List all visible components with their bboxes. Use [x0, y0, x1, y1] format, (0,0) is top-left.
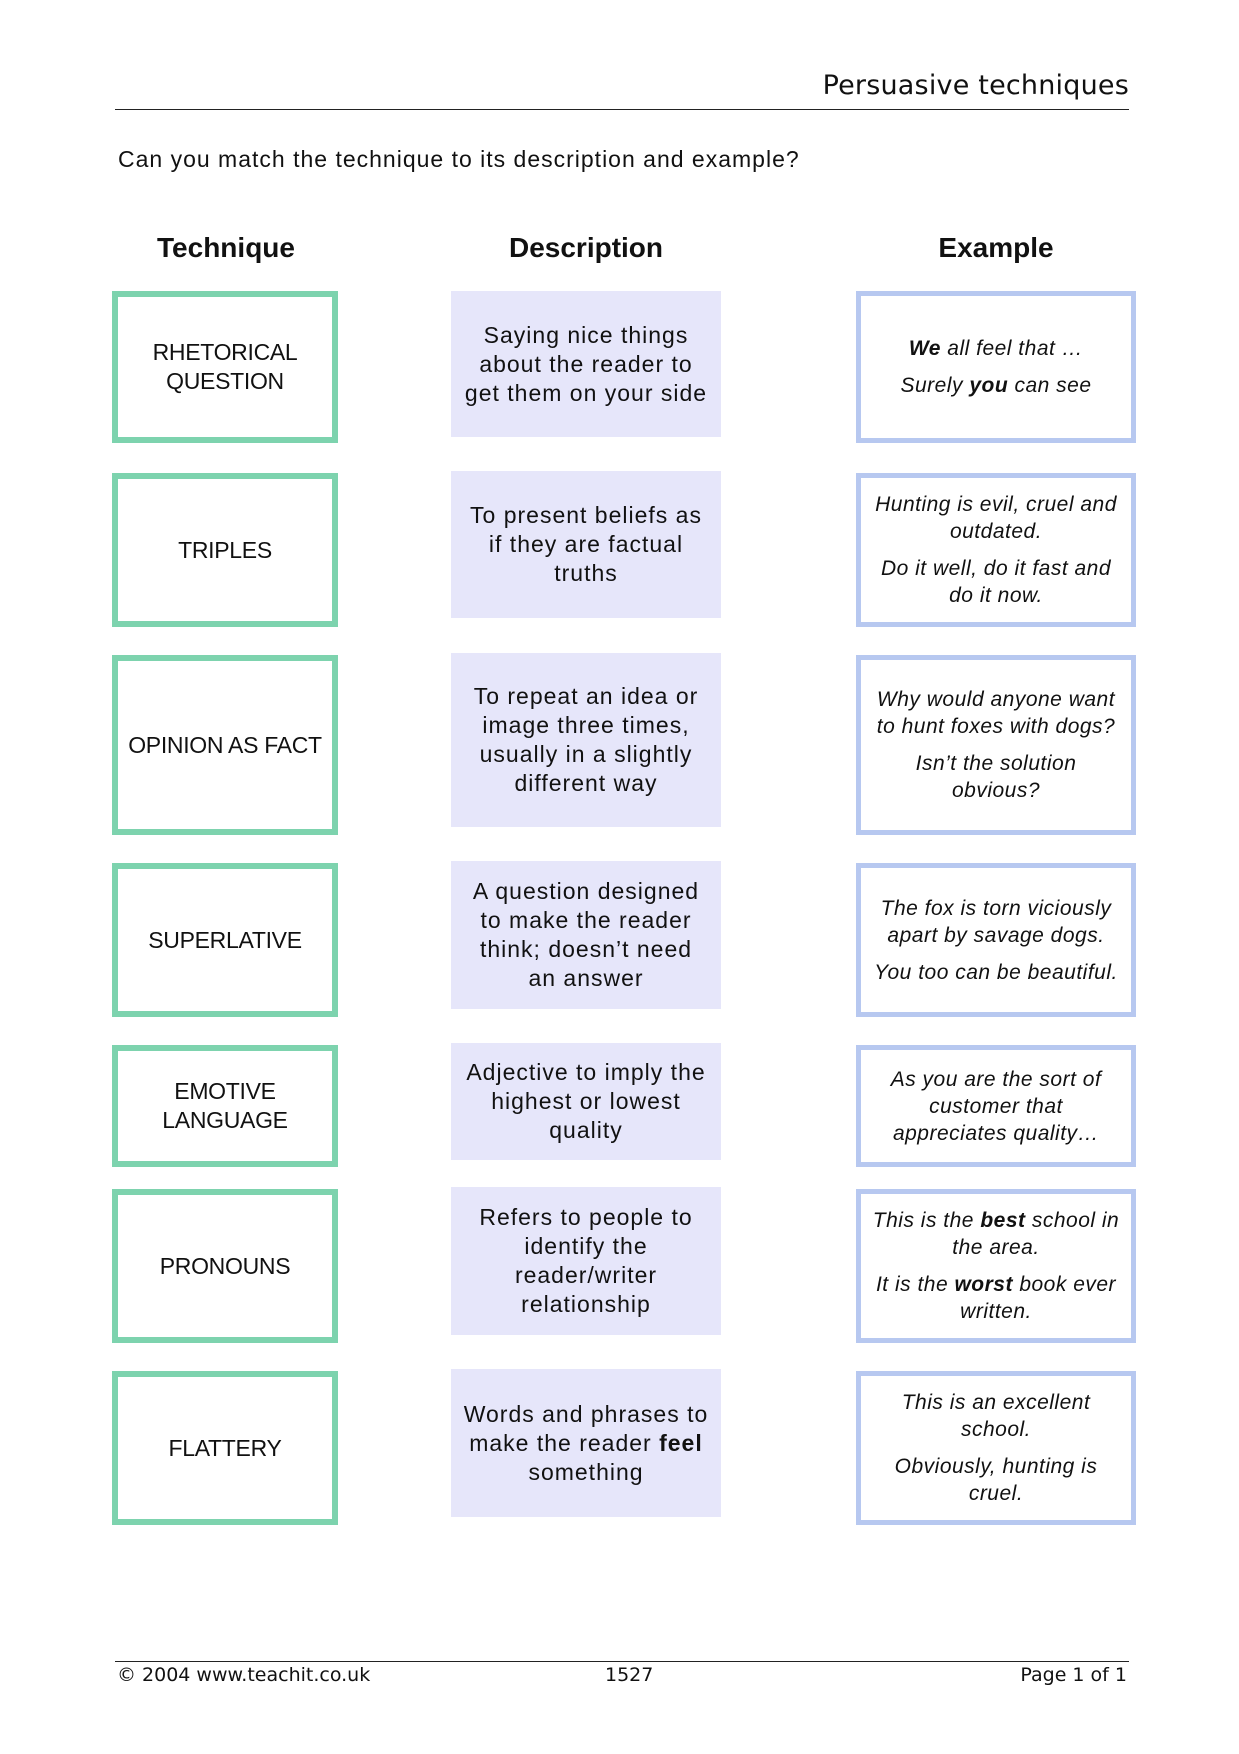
card-text: Isn’t the solution obvious?	[915, 752, 1077, 802]
card-text: Do it well, do it fast and do it now.	[880, 557, 1112, 607]
card-text: You too can be beautiful.	[874, 960, 1118, 984]
technique-card[interactable]	[112, 1045, 338, 1167]
description-text	[463, 1058, 709, 1145]
card-text: Refers to people to identify the reader/writer relationship	[479, 1204, 693, 1317]
example-card[interactable]	[856, 473, 1136, 627]
technique-label: TRIPLES	[178, 536, 272, 563]
technique-label: RHETORICAL	[152, 339, 298, 365]
page-header-title: Persuasive techniques	[822, 70, 1129, 101]
description-card[interactable]	[451, 1187, 721, 1335]
technique-label: PRONOUNS	[159, 1252, 291, 1279]
card-text: Hunting is evil, cruel and outdated.	[875, 493, 1117, 543]
technique-label: SUPERLATIVE	[148, 926, 302, 953]
example-line	[869, 1066, 1123, 1147]
column-heading-technique: Technique	[157, 232, 295, 263]
card-text: school in the area.	[952, 1209, 1120, 1259]
header-divider	[115, 109, 1129, 110]
example-line	[869, 555, 1123, 609]
example-line	[900, 372, 1091, 399]
card-text: The fox is torn viciously apart by savage dogs.	[880, 896, 1112, 947]
instruction-text: Can you match the technique to its description and example?	[118, 146, 800, 172]
card-text: something	[528, 1458, 644, 1485]
example-line	[869, 491, 1123, 545]
card-text: can see	[1008, 374, 1092, 397]
example-line	[874, 959, 1118, 986]
emphasis-text: feel	[659, 1429, 703, 1456]
example-line	[869, 1271, 1123, 1325]
footer-resource-code: 1527	[605, 1664, 654, 1686]
card-text: Surely	[900, 374, 970, 397]
example-card[interactable]	[856, 1045, 1136, 1167]
description-card[interactable]	[451, 1369, 721, 1517]
example-line	[869, 750, 1123, 804]
card-text: A question designed to make the reader think; doesn’t need an answer	[472, 878, 700, 991]
example-line	[869, 1453, 1123, 1507]
technique-label: QUESTION	[166, 368, 284, 394]
technique-label: FLATTERY	[168, 1434, 282, 1461]
example-line	[869, 1207, 1123, 1261]
column-heading-example: Example	[938, 232, 1054, 263]
card-text: Words and phrases to make the reader	[463, 1400, 709, 1456]
column-heading-description: Description	[508, 232, 664, 263]
example-card[interactable]	[856, 655, 1136, 835]
description-text	[463, 682, 709, 798]
description-text	[463, 321, 709, 408]
card-text: To repeat an idea or image three times, usually in a slightly different way	[473, 683, 699, 796]
footer-copyright: © 2004 www.teachit.co.uk	[117, 1664, 371, 1686]
card-text: As you are the sort of customer that appreciates quality…	[890, 1067, 1102, 1145]
card-text: Why would anyone want to hunt foxes with dogs?	[876, 688, 1116, 738]
emphasis-text: worst	[954, 1273, 1013, 1296]
technique-card[interactable]	[112, 863, 338, 1017]
emphasis-text: you	[969, 374, 1009, 397]
technique-card[interactable]	[112, 655, 338, 835]
description-text	[463, 1400, 709, 1487]
description-text	[463, 1203, 709, 1319]
card-text: Saying nice things about the reader to get them on your side	[464, 321, 708, 406]
card-text: This is an excellent school.	[901, 1391, 1091, 1441]
description-text	[463, 877, 709, 993]
card-text: all feel that …	[940, 337, 1084, 360]
example-card[interactable]	[856, 1371, 1136, 1525]
technique-card[interactable]	[112, 291, 338, 443]
technique-card[interactable]	[112, 1371, 338, 1525]
card-text: This is the	[872, 1209, 981, 1232]
description-card[interactable]	[451, 291, 721, 437]
example-line	[869, 1389, 1123, 1443]
example-card[interactable]	[856, 1189, 1136, 1343]
description-card[interactable]	[451, 653, 721, 827]
technique-card[interactable]	[112, 1189, 338, 1343]
technique-label: OPINION AS FACT	[128, 731, 322, 758]
card-text: Obviously, hunting is cruel.	[894, 1455, 1098, 1505]
description-text	[463, 501, 709, 588]
technique-card[interactable]	[112, 473, 338, 627]
description-card[interactable]	[451, 861, 721, 1009]
card-text: It is the	[875, 1273, 955, 1296]
footer-page-number: Page 1 of 1	[1020, 1664, 1127, 1686]
description-card[interactable]	[451, 1043, 721, 1160]
emphasis-text: best	[980, 1209, 1026, 1232]
card-text: Adjective to imply the highest or lowest quality	[466, 1059, 706, 1143]
example-card[interactable]	[856, 291, 1136, 443]
example-line	[909, 335, 1083, 362]
emphasis-text: We	[908, 337, 941, 360]
example-line	[869, 686, 1123, 740]
card-text: To present beliefs as if they are factual truths	[470, 502, 702, 586]
card-text: book ever written.	[960, 1273, 1117, 1323]
example-line	[869, 895, 1123, 949]
example-card[interactable]	[856, 863, 1136, 1017]
technique-label: EMOTIVE	[174, 1078, 276, 1104]
description-card[interactable]	[451, 471, 721, 618]
technique-label: LANGUAGE	[162, 1107, 288, 1133]
footer-divider	[115, 1661, 1129, 1662]
